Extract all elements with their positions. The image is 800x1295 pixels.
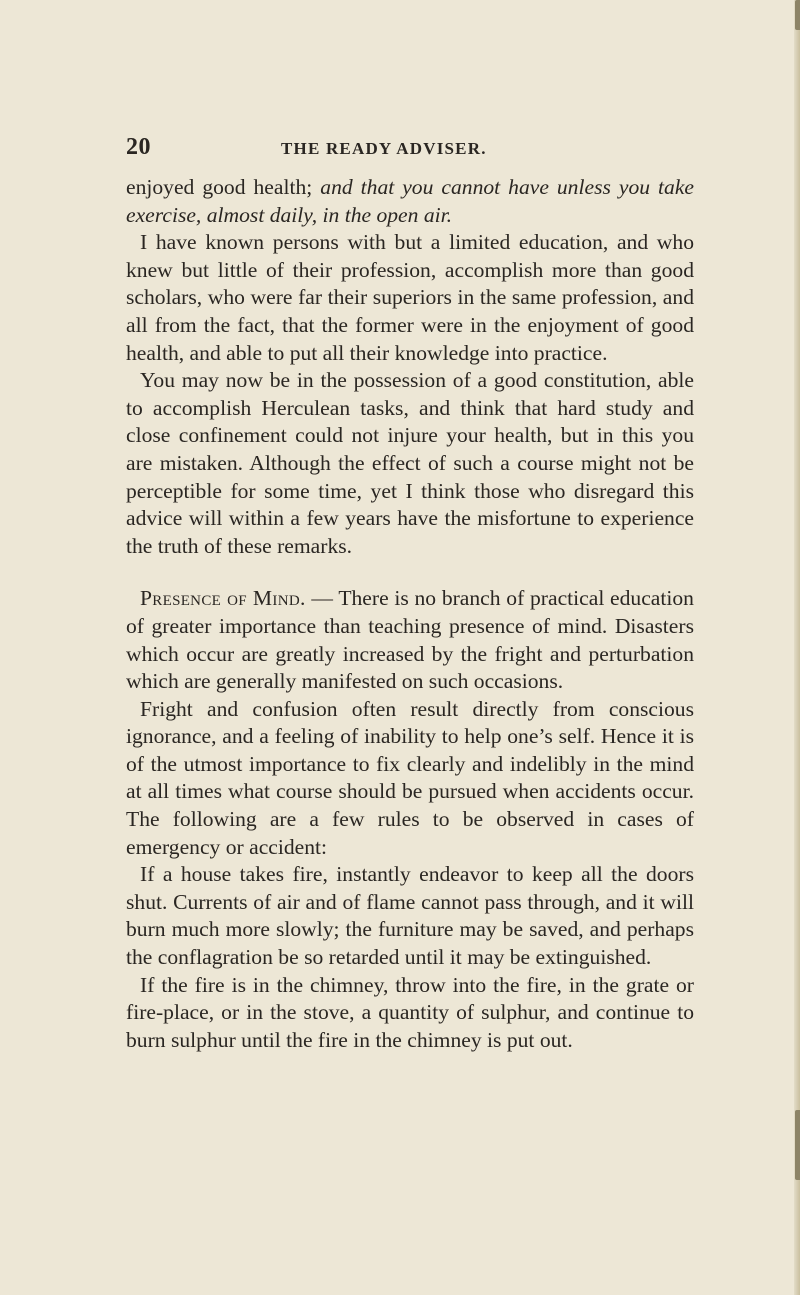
page-header (126, 134, 694, 164)
paragraph: I have known persons with but a limited education, and who knew but little of their profession, accomplish more than good scholars, who were far their superiors in the same profession, and all from the fact, that the former were in the enjoyment of good health, and able to put all their knowledge into practice. (126, 230, 694, 365)
paragraph: If the fire is in the chimney, throw into the fire, in the grate or fire-place, or in the stove, a quantity of sulphur, and continue to burn sulphur until the fire in the chimney is put out. (126, 972, 694, 1052)
edge-mark (795, 1110, 800, 1180)
section-heading: Presence of Mind. (140, 586, 306, 611)
section-lead-paragraph (126, 585, 694, 695)
heading-dash: — (305, 586, 339, 611)
paragraph: If a house takes fire, instantly endeavor to keep all the doors shut. Currents of air and of flame cannot pass through, and it will burn much more slowly; the furniture may be saved, and perhaps the conflagration be so retarded until it may be extinguished. (126, 862, 694, 970)
page-body (126, 174, 694, 1054)
paragraph (126, 174, 694, 229)
paragraph-text: enjoyed good health; (126, 175, 321, 199)
section-spacer (126, 560, 694, 585)
paragraph: You may now be in the possession of a good constitution, able to accomplish Herculean tasks, and think that hard study and close confinement could not injure your health, but in this you are mistaken. Although the effect of such a course might not be perceptible for some time, yet I think those who disregard this advice will within a few years have the misfortune to experience the truth of these remarks. (126, 368, 694, 558)
page-edge (794, 0, 800, 1295)
section-lead-text: There is no branch of practical education of greater importance than teaching presence of mind. Disasters which occur are greatly increased by the fright and perturbation which are generally manifested on such occasions. (126, 586, 694, 694)
paragraph: Fright and confusion often result directly from conscious ignorance, and a feeling of inability to help one’s self. Hence it is of the utmost importance to fix clearly and indelibly in the mind at all times what course should be pursued when accidents occur. The following are a few rules to be observed in cases of emergency or accident: (126, 696, 694, 859)
running-head: THE READY ADVISER. (281, 139, 487, 158)
page-number: 20 (126, 134, 151, 160)
italic-text: and that you cannot have unless you take exercise, almost daily, in the open air. (126, 175, 694, 227)
edge-mark (795, 0, 800, 30)
